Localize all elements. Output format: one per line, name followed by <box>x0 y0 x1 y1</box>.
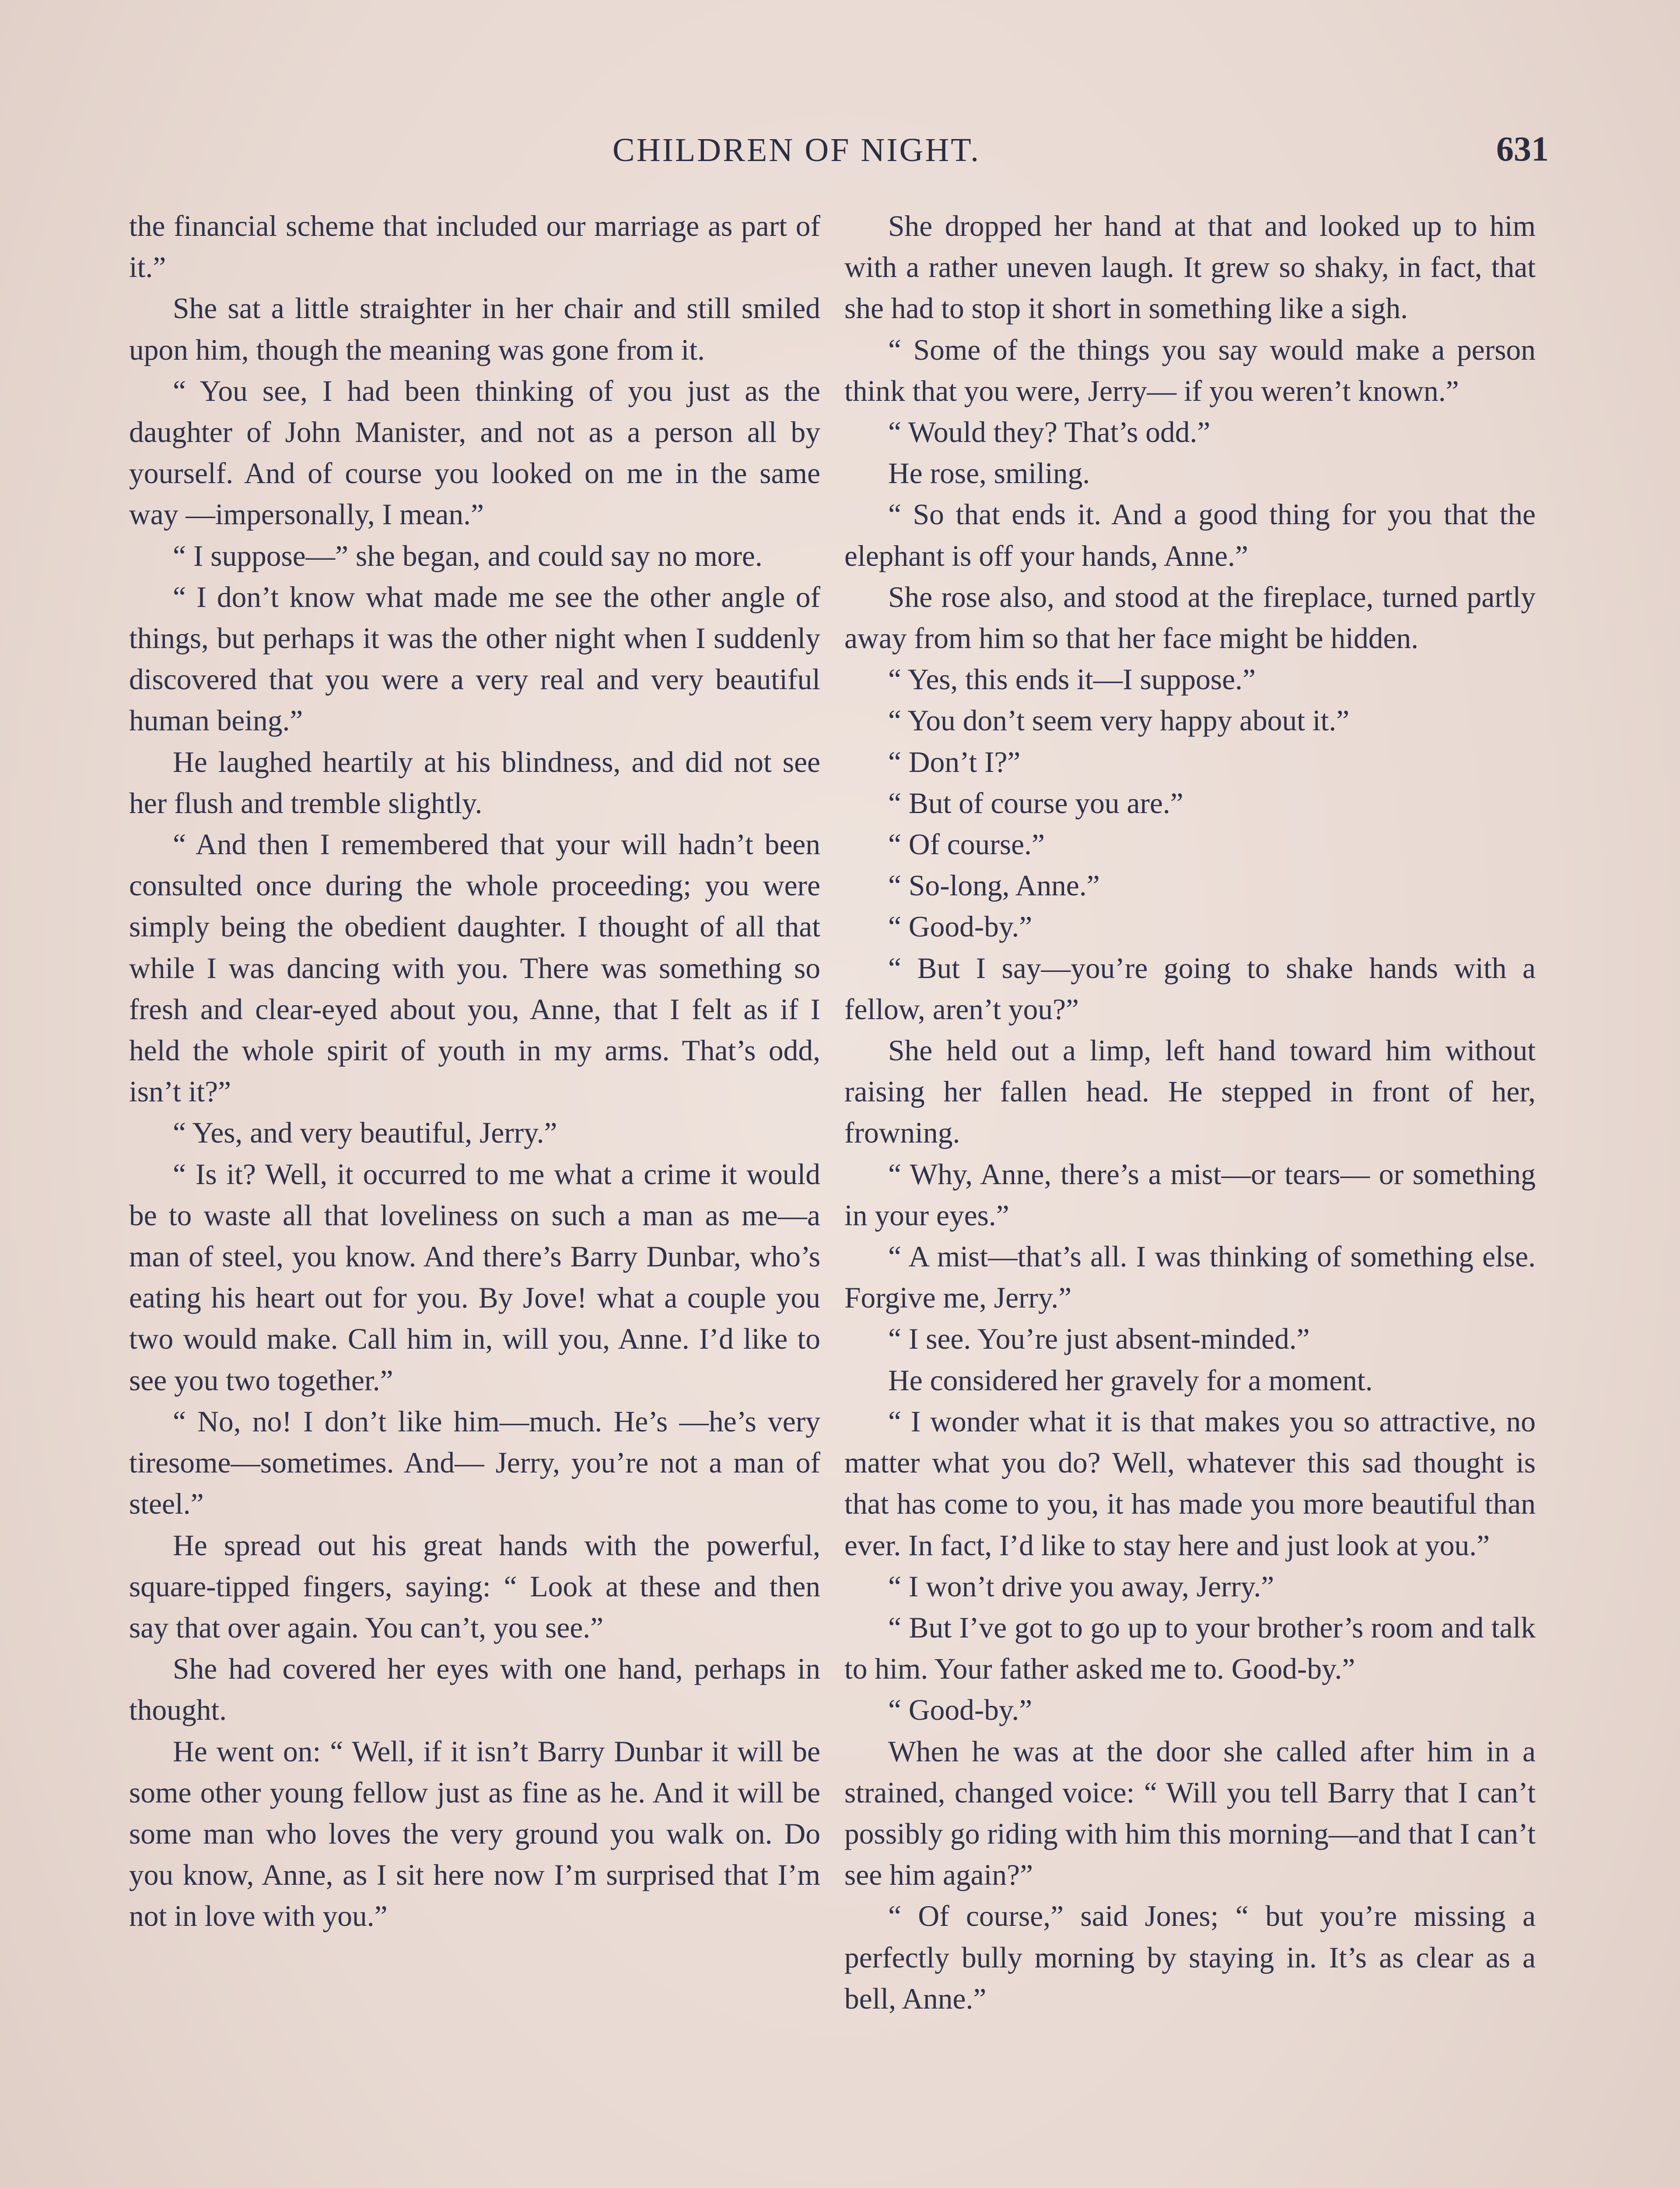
paragraph: “ Don’t I?” <box>888 745 1021 778</box>
paragraph: She sat a little straighter in her chair and still smiled upon him, though the meaning was gone from it. <box>129 292 820 366</box>
paragraph: She had covered her eyes with one hand, perhaps in thought. <box>129 1652 820 1727</box>
paragraph: “ Some of the things you say would make a person think that you were, Jerry— if you weren’t known.” <box>844 333 1536 407</box>
paragraph: “ Why, Anne, there’s a mist—or tears— or something in your eyes.” <box>844 1157 1536 1232</box>
paragraph: “ You don’t seem very happy about it.” <box>888 704 1350 737</box>
paragraph: “ I see. You’re just absent-minded.” <box>888 1322 1310 1356</box>
paragraph: “ You see, I had been thinking of you just as the daughter of John Manister, and not as a person all by yourself. And of course you looked on me in the same way —impersonally, I mean.” <box>129 374 820 531</box>
paragraph: “ Good-by.” <box>888 1694 1032 1727</box>
paragraph: “ So that ends it. And a good thing for you that the elephant is off your hands, Anne.” <box>844 498 1536 572</box>
paragraph: “ A mist—that’s all. I was thinking of something else. Forgive me, Jerry.” <box>844 1240 1536 1315</box>
paragraph: “ Would they? That’s odd.” <box>888 416 1211 449</box>
paragraph: “ Yes, and very beautiful, Jerry.” <box>173 1116 557 1150</box>
running-title: CHILDREN OF NIGHT. <box>612 132 981 168</box>
paragraph: He laughed heartily at his blindness, and did not see her flush and tremble slightly. <box>129 745 820 820</box>
paragraph: “ Of course.” <box>888 828 1045 861</box>
paragraph: “ No, no! I don’t like him—much. He’s —he’s very tiresome—sometimes. And— Jerry, you’re not a man of steel.” <box>129 1405 820 1521</box>
paragraph: “ But of course you are.” <box>888 786 1183 820</box>
paragraph: “ And then I remembered that your will hadn’t been consulted once during the whole proceeding; you were simply being the obedient daughter. I thought of all that while I was dancing with you. There was something so fresh and clear-eyed about you, Anne, that I felt as if I held the whole spirit of youth in my arms. That’s odd, isn’t it?” <box>129 828 820 1108</box>
paragraph: “ But I say—you’re going to shake hands with a fellow, aren’t you?” <box>844 951 1536 1026</box>
paragraph: “ Yes, this ends it—I suppose.” <box>888 663 1256 696</box>
paragraph: He went on: “ Well, if it isn’t Barry Dunbar it will be some other young fellow just as fine as he. And it will be some man who loves the very ground you walk on. Do you know, Anne, as I sit here now I’m surprised that I’m not in love with you.” <box>129 1735 820 1933</box>
right-column <box>844 206 1536 2020</box>
paragraph: He considered her gravely for a moment. <box>888 1364 1373 1397</box>
paragraph: He spread out his great hands with the powerful, square-tipped fingers, saying: “ Look at these and then say that over again. You can’t, you see.” <box>129 1529 820 1644</box>
paragraph: “ Good-by.” <box>888 910 1032 943</box>
paragraph: “ Is it? Well, it occurred to me what a crime it would be to waste all that loveliness on such a man as me—a man of steel, you know. And there’s Barry Dunbar, who’s eating his heart out for you. By Jove! what a couple you two would make. Call him in, will you, Anne. I’d like to see you two together.” <box>129 1157 820 1397</box>
paragraph: “ I don’t know what made me see the other angle of things, but perhaps it was the other night when I suddenly discovered that you were a very real and very beautiful human being.” <box>129 580 820 737</box>
paragraph: the financial scheme that included our marriage as part of it.” <box>129 210 820 284</box>
paragraph: “ I suppose—” she began, and could say no more. <box>173 539 763 572</box>
paragraph: “ So-long, Anne.” <box>888 869 1100 902</box>
paragraph: She held out a limp, left hand toward him without raising her fallen head. He stepped in front of her, frowning. <box>844 1034 1536 1150</box>
paragraph: She dropped her hand at that and looked up to him with a rather uneven laugh. It grew so shaky, in fact, that she had to stop it short in something like a sigh. <box>844 210 1536 325</box>
left-column <box>129 206 820 1937</box>
paragraph: He rose, smiling. <box>888 457 1090 490</box>
paragraph: “ Of course,” said Jones; “ but you’re missing a perfectly bully morning by staying in. It’s as clear as a bell, Anne.” <box>844 1900 1536 2015</box>
paragraph: When he was at the door she called after him in a strained, changed voice: “ Will you tell Barry that I can’t possibly go riding with him this morning—and that I can’t see him again?” <box>844 1735 1536 1892</box>
page-header <box>612 131 1549 179</box>
paragraph: “ I wonder what it is that makes you so attractive, no matter what you do? Well, whatever this sad thought is that has come to you, it has made you more beautiful than ever. In fact, I’d like to stay here and just look at you.” <box>844 1405 1536 1562</box>
page-number: 631 <box>1496 130 1549 168</box>
paragraph: “ I won’t drive you away, Jerry.” <box>888 1570 1274 1603</box>
paragraph: “ But I’ve got to go up to your brother’s room and talk to him. Your father asked me to. Good-by.” <box>844 1611 1536 1686</box>
paragraph: She rose also, and stood at the fireplace, turned partly away from him so that her face might be hidden. <box>844 580 1536 655</box>
